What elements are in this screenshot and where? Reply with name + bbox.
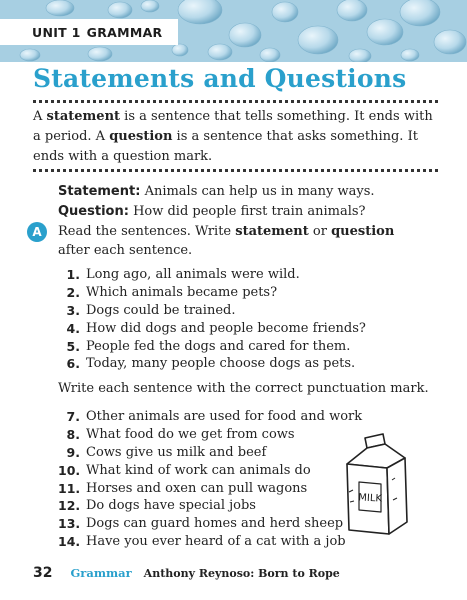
- list-item: [58, 426, 362, 444]
- item-text: Dogs can guard homes and herd sheep: [86, 516, 344, 532]
- item-text: Which animals became pets?: [86, 285, 278, 301]
- instr-word-statement: statement: [235, 224, 309, 239]
- item-number: 2.: [66, 285, 80, 301]
- intro-divider: [33, 169, 438, 172]
- item-number: 1.: [66, 267, 80, 283]
- item-text: What food do we get from cows: [86, 427, 295, 443]
- item-text: People fed the dogs and cared for them.: [86, 338, 351, 354]
- item-text: Do dogs have special jobs: [86, 498, 256, 514]
- list-item: [58, 497, 362, 515]
- examples-box: [58, 182, 438, 222]
- list-item: [58, 355, 366, 373]
- intro-text-1: A: [33, 109, 47, 124]
- item-number: 10.: [58, 462, 81, 478]
- unit-number: UNIT 1: [32, 24, 81, 40]
- unit-label: [0, 19, 178, 45]
- item-text: Today, many people choose dogs as pets.: [86, 356, 356, 372]
- title-divider: [33, 100, 438, 103]
- instr-text-1: Read the sentences. Write: [58, 224, 236, 239]
- term-statement: statement: [46, 109, 121, 124]
- statement-label: Statement:: [58, 184, 141, 199]
- instr-text-2: or: [308, 224, 332, 239]
- question-text: How did people first train animals?: [133, 204, 366, 219]
- item-number: 4.: [66, 320, 80, 336]
- statement-example: [58, 182, 438, 202]
- unit-section: GRAMMAR: [86, 24, 163, 40]
- list-item: [58, 319, 366, 337]
- list-item: [58, 461, 362, 479]
- item-number: 7.: [66, 409, 80, 425]
- page-number: 32: [33, 565, 53, 581]
- item-text: What kind of work can animals do: [86, 462, 311, 478]
- intro-paragraph: [33, 107, 443, 167]
- item-number: 9.: [66, 444, 80, 460]
- item-text: Other animals are used for food and work: [86, 409, 363, 425]
- footer-story-title: Anthony Reynoso: Born to Rope: [143, 567, 340, 580]
- page-title: Statements and Questions: [33, 64, 407, 93]
- item-text: Dogs could be trained.: [86, 302, 236, 318]
- item-number: 13.: [58, 516, 81, 532]
- item-text: Have you ever heard of a cat with a job: [86, 533, 346, 549]
- list-item: [58, 444, 362, 462]
- list-item: [58, 408, 362, 426]
- item-number: 11.: [58, 480, 81, 496]
- instr-text-3: after each sentence.: [58, 243, 193, 258]
- sentence-list-1: [58, 266, 366, 373]
- milk-carton-illustration: [335, 430, 415, 540]
- list-item: [58, 284, 366, 302]
- item-number: 8.: [66, 427, 80, 443]
- header-banner: [0, 0, 467, 62]
- list-item: [58, 337, 366, 355]
- list-item: [58, 515, 362, 533]
- item-text: Horses and oxen can pull wagons: [86, 480, 308, 496]
- list-item: [58, 302, 366, 320]
- item-text: Long ago, all animals were wild.: [86, 267, 300, 283]
- item-number: 6.: [66, 356, 80, 372]
- activity-instructions: [58, 222, 428, 260]
- milk-carton-label: MILK: [357, 492, 383, 505]
- item-number: 14.: [58, 533, 81, 549]
- sentence-list-2: [58, 408, 362, 550]
- intro-text-2: is a sentence that tells something. It ends with a period. A: [33, 109, 433, 144]
- list-item: [58, 533, 362, 551]
- question-label: Question:: [58, 204, 129, 219]
- term-question: question: [109, 129, 173, 144]
- item-text: How did dogs and people become friends?: [86, 320, 366, 336]
- footer-section: Grammar: [70, 566, 132, 580]
- list-item: [58, 479, 362, 497]
- item-number: 5.: [66, 338, 80, 354]
- question-example: [58, 202, 438, 222]
- page-footer: [33, 565, 340, 581]
- item-text: Cows give us milk and beef: [86, 444, 267, 460]
- instr-word-question: question: [331, 224, 395, 239]
- list-item: [58, 266, 366, 284]
- item-number: 12.: [58, 498, 81, 514]
- activity-badge: A: [27, 222, 47, 242]
- activity-instructions-2: Write each sentence with the correct punctuation mark.: [58, 381, 429, 396]
- item-number: 3.: [66, 302, 80, 318]
- intro-text-3: is a sentence that asks something. It ends with a question mark.: [33, 129, 418, 164]
- statement-text: Animals can help us in many ways.: [144, 184, 375, 199]
